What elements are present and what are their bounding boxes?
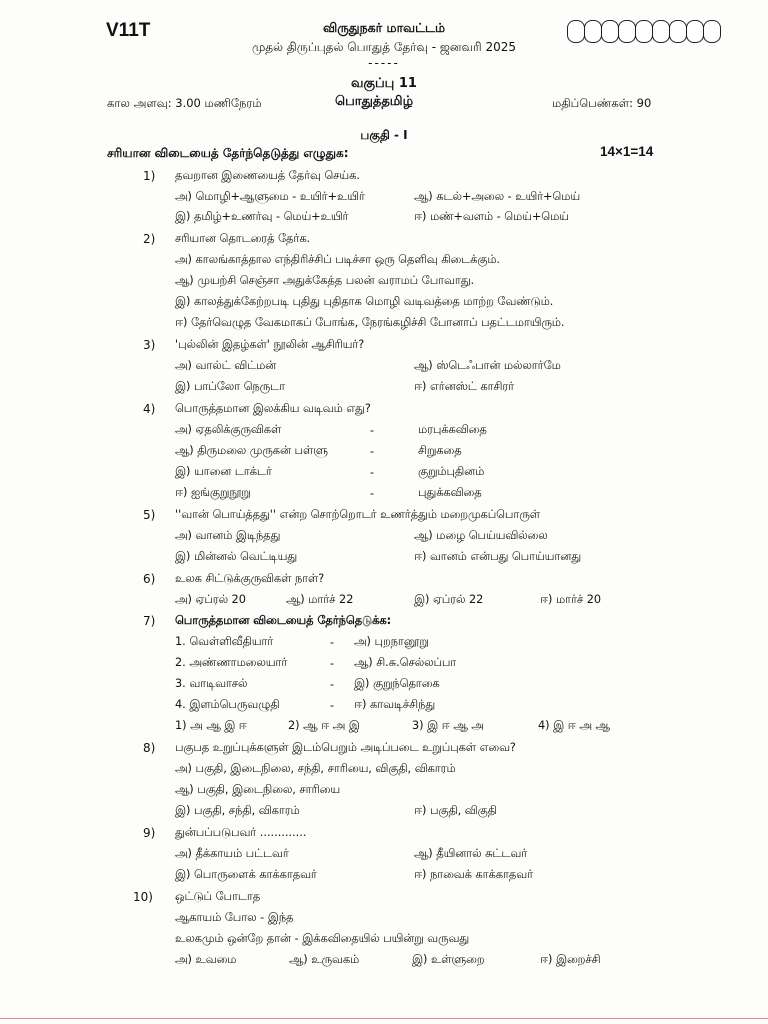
match-left: ஆ) திருமலை முருகன் பள்ளு — [175, 444, 328, 457]
option-a: அ) வானம் இடிந்தது — [175, 529, 281, 542]
option-d: ஈ) மண்+வளம் - மெய்+மெய் — [414, 210, 569, 223]
question-text: பகுபத உறுப்புக்களுள் இடம்பெறும் அடிப்படை உறுப்புகள் எவை? — [175, 741, 516, 754]
option-c: இ) பாப்லோ நெருடா — [175, 380, 285, 393]
district-title: விருதுநகர் மாவட்டம் — [322, 20, 446, 35]
match-right: புதுக்கவிதை — [418, 486, 482, 499]
match-left: 4. இளம்பெருவழுதி — [175, 698, 280, 711]
question-text: பொருத்தமான இலக்கிய வடிவம் எது? — [175, 402, 371, 415]
option-d: ஈ) தேர்வெழுத வேகமாகப் போங்க, நேரங்கழிச்சி போனாப் பதட்டமாயிரும். — [175, 316, 565, 329]
option-b: ஆ) ஸ்டெஃபான் மல்லார்மே — [414, 359, 561, 372]
option-a: அ) வால்ட் விட்மன் — [175, 359, 277, 372]
max-marks: மதிப்பெண்கள்: 90 — [552, 96, 652, 110]
question-number: 2) — [143, 232, 156, 246]
option-d: ஈ) மார்ச் 20 — [540, 593, 602, 606]
option-b: ஆ) பகுதி, இடைநிலை, சாரியை — [175, 783, 341, 796]
question-number: 1) — [143, 169, 156, 183]
poem-line: ஆகாயம் போல - இந்த — [175, 911, 294, 924]
match-dash: - — [370, 423, 375, 437]
option-c: இ) உள்ளுறை — [412, 953, 485, 966]
match-dash: - — [370, 486, 375, 500]
option-d: ஈ) இறைச்சி — [540, 953, 601, 966]
option-a: அ) ஏப்ரல் 20 — [175, 593, 246, 606]
question-number: 8) — [143, 741, 156, 755]
option-c: இ) பொருளைக் காக்காதவர் — [175, 868, 317, 881]
option-b: ஆ) மழை பெய்யவில்லை — [414, 529, 548, 542]
option-a: அ) மொழி+ஆளுமை - உயிர்+உயிர் — [175, 190, 365, 203]
option-d: ஈ) எர்னஸ்ட் காசிரர் — [414, 380, 515, 393]
option-c: 3) இ ஈ ஆ அ — [412, 719, 484, 732]
page-bottom-edge — [0, 1018, 768, 1019]
question-text: சரியான தொடரைத் தேர்க. — [175, 232, 311, 245]
question-number: 10) — [133, 890, 153, 904]
section-title: பகுதி - I — [360, 128, 408, 142]
option-d: ஈ) நாவைக் காக்காதவர் — [414, 868, 533, 881]
register-number-boxes — [567, 20, 720, 43]
match-right: குறும்புதினம் — [418, 465, 485, 478]
option-c: இ) பகுதி, சந்தி, விகாரம் — [175, 804, 300, 817]
question-number: 7) — [143, 614, 156, 628]
question-number: 5) — [143, 508, 156, 522]
match-right: மரபுக்கவிதை — [418, 423, 487, 436]
match-dash: - — [370, 465, 375, 479]
option-b: ஆ) தீயினால் சுட்டவர் — [414, 847, 528, 860]
option-c: இ) காலத்துக்கேற்றபடி புதிது புதிதாக மொழி வடிவத்தை மாற்ற வேண்டும். — [175, 295, 554, 308]
section-marks: 14×1=14 — [600, 144, 654, 159]
option-d: 4) இ ஈ அ ஆ — [538, 719, 610, 732]
poem-line: உலகமும் ஒன்றே தான் - இக்கவிதையில் பயின்று வருவது — [175, 932, 470, 945]
match-dash: - — [330, 656, 335, 670]
subject-title: பொதுத்தமிழ் — [335, 94, 414, 109]
paper-code: V11T — [106, 20, 151, 41]
question-text: தவறான இணையைத் தேர்வு செய்க. — [175, 169, 360, 182]
register-box — [652, 20, 670, 43]
match-right: ஆ) சி.சு.செல்லப்பா — [354, 656, 457, 669]
register-box — [618, 20, 636, 43]
option-c: இ) தமிழ்+உணர்வு - மெய்+உயிர் — [175, 210, 349, 223]
option-c: இ) மின்னல் வெட்டியது — [175, 550, 298, 563]
match-right: அ) புறநானூறு — [354, 635, 429, 648]
register-box — [686, 20, 704, 43]
question-number: 6) — [143, 572, 156, 586]
question-text: துன்பப்படுபவர் ............. — [175, 826, 307, 839]
match-left: இ) யானை டாக்டர் — [175, 465, 272, 478]
option-b: ஆ) கடல்+அலை - உயிர்+மெய் — [414, 190, 581, 203]
match-left: 2. அண்ணாமலையார் — [175, 656, 288, 669]
option-b: 2) ஆ ஈ அ இ — [288, 719, 360, 732]
question-text: 'புல்லின் இதழ்கள்' நூலின் ஆசிரியர்? — [175, 338, 365, 351]
option-a: 1) அ ஆ இ ஈ — [175, 719, 247, 732]
option-d: ஈ) பகுதி, விகுதி — [414, 804, 497, 817]
question-number: 4) — [143, 402, 156, 416]
title-separator: ----- — [368, 56, 400, 70]
match-right: சிறுகதை — [418, 444, 462, 457]
question-text: ஒட்டுப் போடாத — [175, 890, 261, 903]
question-text: ''வான் பொய்த்தது'' என்ற சொற்றொடர் உணர்த்தும் மறைமுகப்பொருள் — [175, 508, 540, 521]
register-box — [703, 20, 721, 43]
match-left: ஈ) ஐங்குறுநூறு — [175, 486, 251, 499]
option-b: ஆ) உருவகம் — [289, 953, 360, 966]
option-d: ஈ) வானம் என்பது பொய்யானது — [414, 550, 582, 563]
option-b: ஆ) முயற்சி செஞ்சா அதுக்கேத்த பலன் வராமப் போவாது. — [175, 274, 475, 287]
time-duration: கால அளவு: 3.00 மணிநேரம் — [107, 96, 262, 110]
question-number: 3) — [143, 338, 156, 352]
exam-title: முதல் திருப்புதல் பொதுத் தேர்வு - ஜனவரி 2025 — [251, 40, 517, 54]
section-instruction: சரியான விடையைத் தேர்ந்தெடுத்து எழுதுக: — [107, 146, 349, 160]
match-left: அ) ஏதலிக்குருவிகள் — [175, 423, 282, 436]
register-box — [567, 20, 585, 43]
question-number: 9) — [143, 826, 156, 840]
class-title: வகுப்பு 11 — [351, 76, 417, 91]
question-text: பொருத்தமான விடையைத் தேர்ந்தெடுக்க: — [175, 614, 392, 627]
register-box — [669, 20, 687, 43]
match-left: 1. வெள்ளிவீதியார் — [175, 635, 274, 648]
option-a: அ) தீக்காயம் பட்டவர் — [175, 847, 289, 860]
option-c: இ) ஏப்ரல் 22 — [414, 593, 484, 606]
match-dash: - — [330, 677, 335, 691]
match-right: இ) குறுந்தொகை — [354, 677, 440, 690]
register-box — [584, 20, 602, 43]
question-text: உலக சிட்டுக்குருவிகள் நாள்? — [175, 572, 325, 585]
match-right: ஈ) காவடிச்சிந்து — [354, 698, 436, 711]
option-a: அ) பகுதி, இடைநிலை, சந்தி, சாரியை, விகுதி, விகாரம் — [175, 762, 456, 775]
match-dash: - — [370, 444, 375, 458]
register-box — [635, 20, 653, 43]
option-b: ஆ) மார்ச் 22 — [286, 593, 354, 606]
match-dash: - — [330, 635, 335, 649]
option-a: அ) காலங்காத்தால எந்திரிச்சிப் படிச்சா ஒரு தெளிவு கிடைக்கும். — [175, 253, 501, 266]
match-dash: - — [330, 698, 335, 712]
match-left: 3. வாடிவாசல் — [175, 677, 248, 690]
option-a: அ) உவமை — [175, 953, 237, 966]
register-box — [601, 20, 619, 43]
